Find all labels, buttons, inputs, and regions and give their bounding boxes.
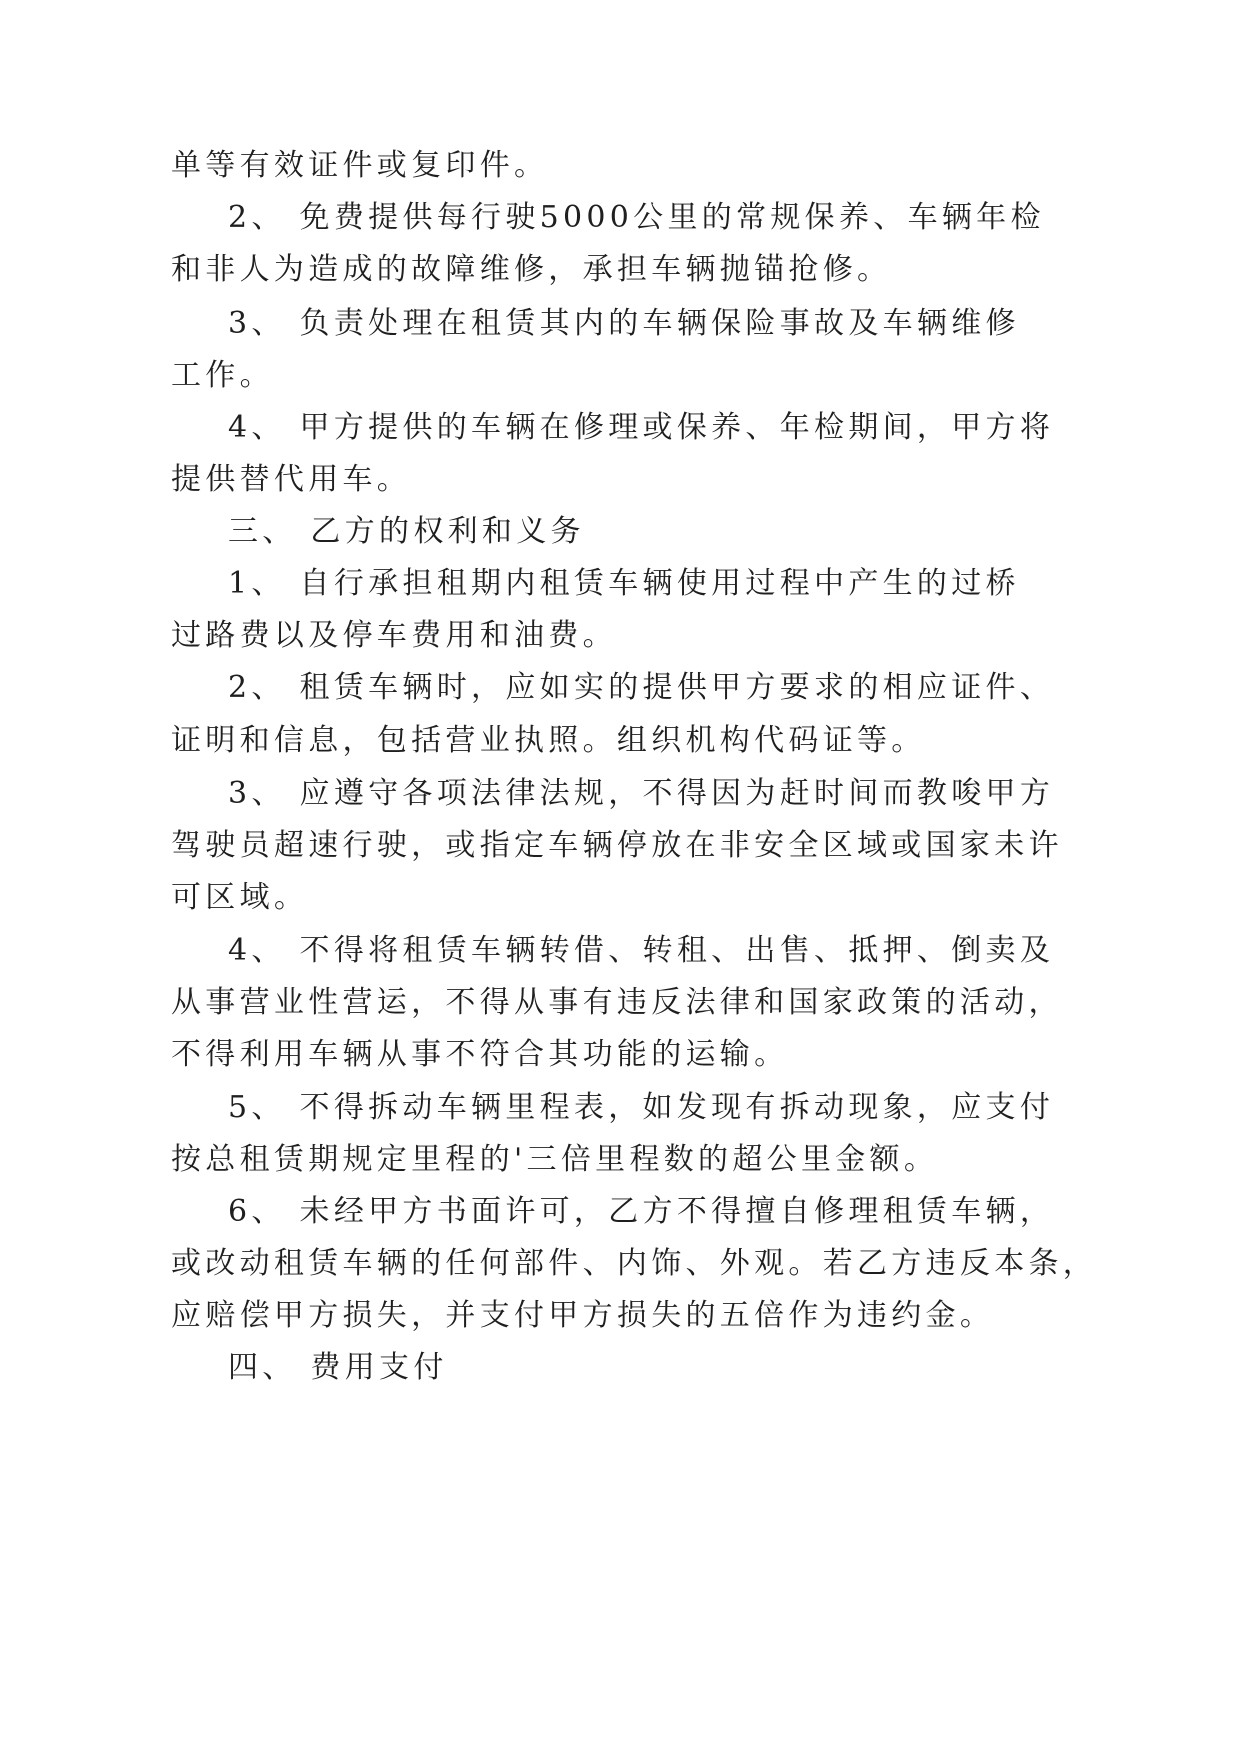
body-text-line: 4、 甲方提供的车辆在修理或保养、年检期间，甲方将 — [228, 410, 1055, 445]
body-text-line: 6、 未经甲方书面许可，乙方不得擅自修理租赁车辆， — [228, 1194, 1055, 1229]
section-heading: 三、 乙方的权利和义务 — [228, 514, 585, 549]
body-text-line: 单等有效证件或复印件。 — [171, 148, 549, 183]
body-text-line: 5、 不得拆动车辆里程表，如发现有拆动现象，应支付 — [228, 1090, 1055, 1125]
body-text-line: 2、 租赁车辆时，应如实的提供甲方要求的相应证件、 — [228, 670, 1055, 705]
body-text-line: 1、 自行承担租期内租赁车辆使用过程中产生的过桥 — [228, 566, 1020, 601]
body-text-line: 工作。 — [171, 358, 274, 393]
body-text-line: 4、 不得将租赁车辆转借、转租、出售、抵押、倒卖及 — [228, 933, 1055, 968]
body-text-line: 应赔偿甲方损失，并支付甲方损失的五倍作为违约金。 — [171, 1298, 995, 1333]
body-text-line: 或改动租赁车辆的任何部件、内饰、外观。若乙方违反本条， — [171, 1246, 1098, 1281]
body-text-line: 不得利用车辆从事不符合其功能的运输。 — [171, 1037, 789, 1072]
body-text-line: 按总租赁期规定里程的'三倍里程数的超公里金额。 — [171, 1142, 939, 1177]
body-text-line: 驾驶员超速行驶，或指定车辆停放在非安全区域或国家未许 — [171, 828, 1063, 863]
body-text-line: 2、 免费提供每行驶5000公里的常规保养、车辆年检 — [228, 200, 1045, 235]
body-text-line: 证明和信息，包括营业执照。组织机构代码证等。 — [171, 723, 926, 758]
body-text-line: 从事营业性营运，不得从事有违反法律和国家政策的活动， — [171, 985, 1063, 1020]
body-text-line: 3、 负责处理在租赁其内的车辆保险事故及车辆维修 — [228, 306, 1020, 341]
body-text-line: 过路费以及停车费用和油费。 — [171, 618, 617, 653]
section-heading: 四、 费用支付 — [228, 1350, 448, 1385]
body-text-line: 3、 应遵守各项法律法规，不得因为赶时间而教唆甲方 — [228, 776, 1055, 811]
body-text-line: 可区域。 — [171, 880, 309, 915]
body-text-line: 提供替代用车。 — [171, 462, 412, 497]
body-text-line: 和非人为造成的故障维修，承担车辆抛锚抢修。 — [171, 252, 892, 287]
